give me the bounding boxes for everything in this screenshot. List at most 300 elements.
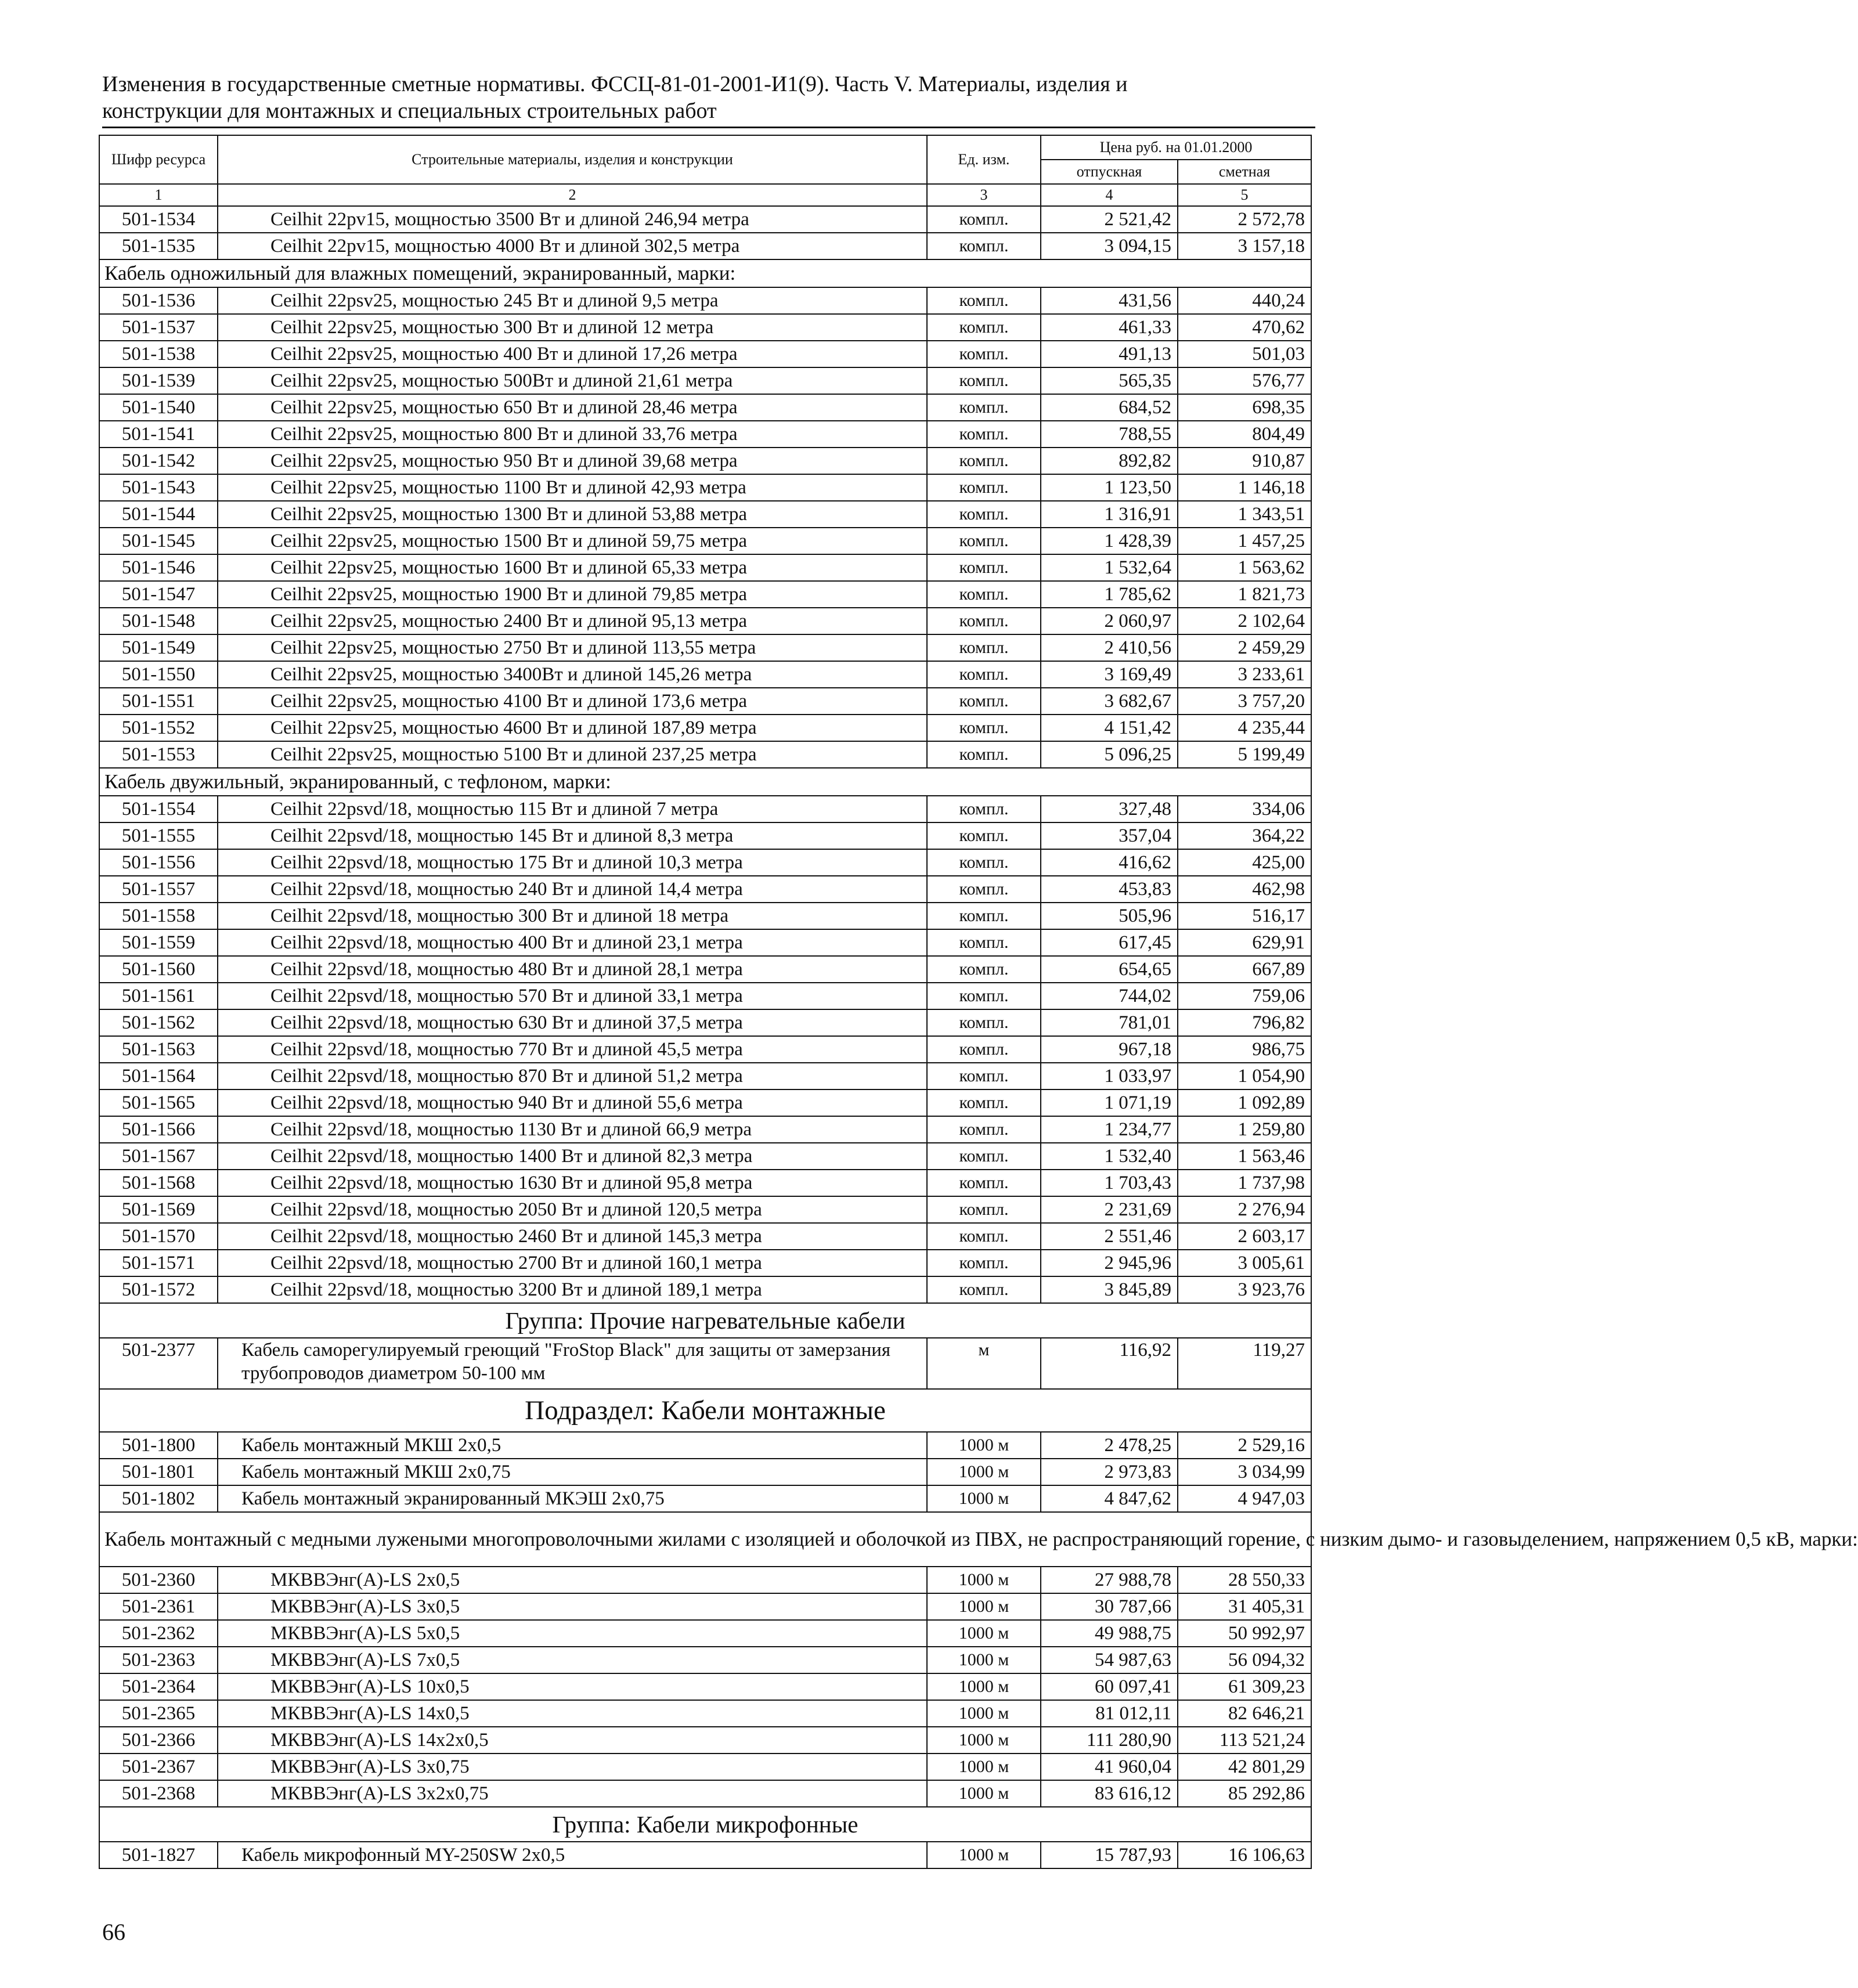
resource-code: 501-2361 [99, 1593, 218, 1620]
material-name: МКВВЭнг(А)-LS 3х0,5 [218, 1593, 927, 1620]
estimate-price: 4 235,44 [1178, 715, 1311, 741]
release-price: 3 845,89 [1041, 1276, 1178, 1303]
unit-cell: компл. [927, 983, 1041, 1009]
resource-code: 501-1545 [99, 528, 218, 554]
column-number: 2 [218, 184, 927, 206]
estimate-price: 61 309,23 [1178, 1673, 1311, 1700]
release-price: 3 169,49 [1041, 661, 1178, 688]
release-price: 83 616,12 [1041, 1780, 1178, 1807]
table-row [99, 1754, 1311, 1780]
section-heading: Кабель монтажный с медными лужеными многопроволочными жилами с изоляцией и оболочкой из ПВХ, не распространяющий горение, с низким дымо- и газовыделением, напряжением 0,5 кВ, марки: [99, 1512, 1311, 1567]
unit-cell: компл. [927, 1063, 1041, 1089]
unit-cell: 1000 м [927, 1842, 1041, 1868]
page-number: 66 [102, 1919, 125, 1945]
unit-cell: 1000 м [927, 1567, 1041, 1593]
estimate-price: 576,77 [1178, 367, 1311, 394]
section-heading-row [99, 259, 1311, 287]
resource-code: 501-1554 [99, 796, 218, 822]
group-heading: Группа: Кабели микрофонные [99, 1807, 1311, 1842]
release-price: 461,33 [1041, 314, 1178, 341]
release-price: 1 532,40 [1041, 1143, 1178, 1170]
unit-cell: компл. [927, 394, 1041, 421]
material-name: Кабель монтажный экранированный МКЭШ 2х0,75 [218, 1485, 927, 1512]
unit-cell: компл. [927, 634, 1041, 661]
unit-cell: м [927, 1338, 1041, 1389]
release-price: 491,13 [1041, 341, 1178, 367]
estimate-price: 425,00 [1178, 849, 1311, 876]
resource-code: 501-1535 [99, 233, 218, 259]
header-unit: Ед. изм. [927, 135, 1041, 184]
unit-cell: компл. [927, 1089, 1041, 1116]
unit-cell: 1000 м [927, 1485, 1041, 1512]
release-price: 54 987,63 [1041, 1647, 1178, 1673]
unit-cell: 1000 м [927, 1459, 1041, 1485]
estimate-price: 2 603,17 [1178, 1223, 1311, 1250]
resource-code: 501-1557 [99, 876, 218, 903]
estimate-price: 1 457,25 [1178, 528, 1311, 554]
table-row [99, 1170, 1311, 1196]
release-price: 1 071,19 [1041, 1089, 1178, 1116]
resource-code: 501-1563 [99, 1036, 218, 1063]
resource-code: 501-1568 [99, 1170, 218, 1196]
release-price: 2 521,42 [1041, 206, 1178, 233]
unit-cell: компл. [927, 1116, 1041, 1143]
material-name: Кабель микрофонный MY-250SW 2х0,5 [218, 1842, 927, 1868]
estimate-price: 1 259,80 [1178, 1116, 1311, 1143]
material-name: Ceilhit 22psvd/18, мощностью 1130 Вт и длиной 66,9 метра [218, 1116, 927, 1143]
release-price: 1 703,43 [1041, 1170, 1178, 1196]
material-name: Ceilhit 22psvd/18, мощностью 3200 Вт и длиной 189,1 метра [218, 1276, 927, 1303]
table-row [99, 1700, 1311, 1727]
release-price: 505,96 [1041, 903, 1178, 929]
table-row [99, 528, 1311, 554]
table-row [99, 1780, 1311, 1807]
table-row [99, 983, 1311, 1009]
resource-code: 501-2360 [99, 1567, 218, 1593]
resource-code: 501-1536 [99, 287, 218, 314]
table-row [99, 554, 1311, 581]
table-row [99, 1250, 1311, 1276]
resource-code: 501-1566 [99, 1116, 218, 1143]
unit-cell: компл. [927, 233, 1041, 259]
unit-cell: 1000 м [927, 1432, 1041, 1459]
unit-cell: компл. [927, 715, 1041, 741]
release-price: 60 097,41 [1041, 1673, 1178, 1700]
table-row [99, 1567, 1311, 1593]
resource-code: 501-2364 [99, 1673, 218, 1700]
table-row [99, 448, 1311, 474]
material-name: Ceilhit 22psvd/18, мощностью 570 Вт и длиной 33,1 метра [218, 983, 927, 1009]
estimate-price: 334,06 [1178, 796, 1311, 822]
table-row [99, 1116, 1311, 1143]
unit-cell: компл. [927, 956, 1041, 983]
table-row [99, 634, 1311, 661]
material-name: Ceilhit 22psvd/18, мощностью 480 Вт и длиной 28,1 метра [218, 956, 927, 983]
estimate-price: 440,24 [1178, 287, 1311, 314]
table-row [99, 1223, 1311, 1250]
material-name: Ceilhit 22psv25, мощностью 2400 Вт и длиной 95,13 метра [218, 608, 927, 634]
table-row [99, 367, 1311, 394]
unit-cell: 1000 м [927, 1593, 1041, 1620]
release-price: 1 033,97 [1041, 1063, 1178, 1089]
section-heading-row [99, 1512, 1311, 1567]
resource-code: 501-1542 [99, 448, 218, 474]
release-price: 116,92 [1041, 1338, 1178, 1389]
table-row [99, 421, 1311, 448]
material-name: Ceilhit 22psv25, мощностью 800 Вт и длиной 33,76 метра [218, 421, 927, 448]
material-name: Кабель монтажный МКШ 2х0,75 [218, 1459, 927, 1485]
estimate-price: 364,22 [1178, 822, 1311, 849]
unit-cell: компл. [927, 1170, 1041, 1196]
estimate-price: 3 923,76 [1178, 1276, 1311, 1303]
unit-cell: компл. [927, 903, 1041, 929]
release-price: 81 012,11 [1041, 1700, 1178, 1727]
material-name: Ceilhit 22psv25, мощностью 1300 Вт и длиной 53,88 метра [218, 501, 927, 528]
resource-code: 501-1552 [99, 715, 218, 741]
estimate-price: 3 157,18 [1178, 233, 1311, 259]
resource-code: 501-1564 [99, 1063, 218, 1089]
table-row [99, 822, 1311, 849]
table-row [99, 956, 1311, 983]
material-name: Ceilhit 22psv25, мощностью 950 Вт и длиной 39,68 метра [218, 448, 927, 474]
estimate-price: 2 459,29 [1178, 634, 1311, 661]
release-price: 4 847,62 [1041, 1485, 1178, 1512]
resource-code: 501-1802 [99, 1485, 218, 1512]
release-price: 453,83 [1041, 876, 1178, 903]
price-table [99, 135, 1858, 1869]
table-row [99, 849, 1311, 876]
unit-cell: компл. [927, 1009, 1041, 1036]
unit-cell: компл. [927, 421, 1041, 448]
resource-code: 501-1800 [99, 1432, 218, 1459]
table-row [99, 1593, 1311, 1620]
material-name: Ceilhit 22psvd/18, мощностью 175 Вт и длиной 10,3 метра [218, 849, 927, 876]
table-row [99, 501, 1311, 528]
unit-cell: компл. [927, 314, 1041, 341]
estimate-price: 986,75 [1178, 1036, 1311, 1063]
group-heading-row [99, 1303, 1311, 1338]
table-row [99, 1089, 1311, 1116]
section-heading: Кабель одножильный для влажных помещений, экранированный, марки: [99, 259, 1311, 287]
release-price: 416,62 [1041, 849, 1178, 876]
material-name: Ceilhit 22psv25, мощностью 650 Вт и длиной 28,46 метра [218, 394, 927, 421]
unit-cell: компл. [927, 876, 1041, 903]
estimate-price: 3 757,20 [1178, 688, 1311, 715]
resource-code: 501-1541 [99, 421, 218, 448]
material-name: Ceilhit 22psv25, мощностью 1900 Вт и длиной 79,85 метра [218, 581, 927, 608]
release-price: 2 478,25 [1041, 1432, 1178, 1459]
estimate-price: 2 276,94 [1178, 1196, 1311, 1223]
material-name: МКВВЭнг(А)-LS 3х2х0,75 [218, 1780, 927, 1807]
material-name: МКВВЭнг(А)-LS 3х0,75 [218, 1754, 927, 1780]
unit-cell: компл. [927, 1196, 1041, 1223]
table-row [99, 929, 1311, 956]
unit-cell: компл. [927, 501, 1041, 528]
section-heading-row [99, 768, 1311, 796]
resource-code: 501-1567 [99, 1143, 218, 1170]
release-price: 967,18 [1041, 1036, 1178, 1063]
table-row [99, 1276, 1311, 1303]
resource-code: 501-1560 [99, 956, 218, 983]
resource-code: 501-1543 [99, 474, 218, 501]
estimate-price: 28 550,33 [1178, 1567, 1311, 1593]
unit-cell: компл. [927, 206, 1041, 233]
resource-code: 501-2365 [99, 1700, 218, 1727]
table-row [99, 1673, 1311, 1700]
estimate-price: 796,82 [1178, 1009, 1311, 1036]
unit-cell: 1000 м [927, 1727, 1041, 1754]
release-price: 3 094,15 [1041, 233, 1178, 259]
release-price: 49 988,75 [1041, 1620, 1178, 1647]
release-price: 2 945,96 [1041, 1250, 1178, 1276]
material-name: МКВВЭнг(А)-LS 7х0,5 [218, 1647, 927, 1673]
estimate-price: 31 405,31 [1178, 1593, 1311, 1620]
estimate-price: 1 092,89 [1178, 1089, 1311, 1116]
release-price: 30 787,66 [1041, 1593, 1178, 1620]
estimate-price: 3 233,61 [1178, 661, 1311, 688]
resource-code: 501-1827 [99, 1842, 218, 1868]
table-row [99, 796, 1311, 822]
release-price: 1 316,91 [1041, 501, 1178, 528]
estimate-price: 516,17 [1178, 903, 1311, 929]
table-row [99, 474, 1311, 501]
material-name: Ceilhit 22pv15, мощностью 3500 Вт и длиной 246,94 метра [218, 206, 927, 233]
header-release-price: отпускная [1041, 160, 1178, 184]
table-row [99, 1485, 1311, 1512]
release-price: 565,35 [1041, 367, 1178, 394]
resource-code: 501-1550 [99, 661, 218, 688]
group-heading: Группа: Прочие нагревательные кабели [99, 1303, 1311, 1338]
release-price: 1 785,62 [1041, 581, 1178, 608]
material-name: Ceilhit 22pv15, мощностью 4000 Вт и длиной 302,5 метра [218, 233, 927, 259]
resource-code: 501-1556 [99, 849, 218, 876]
table-row [99, 741, 1311, 768]
unit-cell: компл. [927, 849, 1041, 876]
resource-code: 501-1534 [99, 206, 218, 233]
material-name: Ceilhit 22psvd/18, мощностью 2050 Вт и длиной 120,5 метра [218, 1196, 927, 1223]
estimate-price: 3 005,61 [1178, 1250, 1311, 1276]
table-row [99, 1009, 1311, 1036]
unit-cell: компл. [927, 528, 1041, 554]
estimate-price: 3 034,99 [1178, 1459, 1311, 1485]
unit-cell: компл. [927, 581, 1041, 608]
material-name: Ceilhit 22psv25, мощностью 245 Вт и длиной 9,5 метра [218, 287, 927, 314]
table-row [99, 1196, 1311, 1223]
resource-code: 501-1571 [99, 1250, 218, 1276]
unit-cell: компл. [927, 741, 1041, 768]
material-name: МКВВЭнг(А)-LS 10х0,5 [218, 1673, 927, 1700]
release-price: 1 532,64 [1041, 554, 1178, 581]
estimate-price: 1 343,51 [1178, 501, 1311, 528]
resource-code: 501-1559 [99, 929, 218, 956]
subsection-heading-row [99, 1389, 1311, 1432]
estimate-price: 119,27 [1178, 1338, 1311, 1389]
material-name: Ceilhit 22psvd/18, мощностью 2460 Вт и длиной 145,3 метра [218, 1223, 927, 1250]
release-price: 788,55 [1041, 421, 1178, 448]
resource-code: 501-2362 [99, 1620, 218, 1647]
material-name: Ceilhit 22psvd/18, мощностью 630 Вт и длиной 37,5 метра [218, 1009, 927, 1036]
estimate-price: 5 199,49 [1178, 741, 1311, 768]
material-name: Ceilhit 22psv25, мощностью 1600 Вт и длиной 65,33 метра [218, 554, 927, 581]
unit-cell: компл. [927, 929, 1041, 956]
material-name: Ceilhit 22psvd/18, мощностью 2700 Вт и длиной 160,1 метра [218, 1250, 927, 1276]
table-row [99, 1036, 1311, 1063]
material-name: Ceilhit 22psv25, мощностью 500Вт и длиной 21,61 метра [218, 367, 927, 394]
resource-code: 501-2367 [99, 1754, 218, 1780]
section-heading: Кабель двужильный, экранированный, с тефлоном, марки: [99, 768, 1311, 796]
release-price: 781,01 [1041, 1009, 1178, 1036]
resource-code: 501-2368 [99, 1780, 218, 1807]
table-row [99, 903, 1311, 929]
estimate-price: 804,49 [1178, 421, 1311, 448]
resource-code: 501-1558 [99, 903, 218, 929]
material-name: Ceilhit 22psvd/18, мощностью 240 Вт и длиной 14,4 метра [218, 876, 927, 903]
table-row [99, 1063, 1311, 1089]
estimate-price: 113 521,24 [1178, 1727, 1311, 1754]
estimate-price: 462,98 [1178, 876, 1311, 903]
estimate-price: 910,87 [1178, 448, 1311, 474]
unit-cell: компл. [927, 474, 1041, 501]
material-name: Ceilhit 22psv25, мощностью 400 Вт и длиной 17,26 метра [218, 341, 927, 367]
material-name: Ceilhit 22psv25, мощностью 5100 Вт и длиной 237,25 метра [218, 741, 927, 768]
resource-code: 501-2363 [99, 1647, 218, 1673]
material-name: Кабель саморегулируемый греющий "FroStop Black" для защиты от замерзания трубопроводов диаметром 50-100 мм [218, 1338, 927, 1389]
material-name: Ceilhit 22psvd/18, мощностью 940 Вт и длиной 55,6 метра [218, 1089, 927, 1116]
header-code: Шифр ресурса [99, 135, 218, 184]
material-name: Ceilhit 22psvd/18, мощностью 115 Вт и длиной 7 метра [218, 796, 927, 822]
table-row [99, 608, 1311, 634]
table-row [99, 1143, 1311, 1170]
release-price: 654,65 [1041, 956, 1178, 983]
release-price: 744,02 [1041, 983, 1178, 1009]
material-name: Ceilhit 22psv25, мощностью 2750 Вт и длиной 113,55 метра [218, 634, 927, 661]
table-row [99, 394, 1311, 421]
table-row [99, 876, 1311, 903]
unit-cell: компл. [927, 554, 1041, 581]
header-line-1: Изменения в государственные сметные нормативы. ФССЦ-81-01-2001-И1(9). Часть V. Материалы, изделия и [102, 72, 1128, 96]
unit-cell: 1000 м [927, 1700, 1041, 1727]
column-number: 5 [1178, 184, 1311, 206]
material-name: Ceilhit 22psv25, мощностью 1500 Вт и длиной 59,75 метра [218, 528, 927, 554]
unit-cell: компл. [927, 608, 1041, 634]
estimate-price: 4 947,03 [1178, 1485, 1311, 1512]
table-row [99, 206, 1311, 233]
material-name: Ceilhit 22psv25, мощностью 300 Вт и длиной 12 метра [218, 314, 927, 341]
estimate-price: 501,03 [1178, 341, 1311, 367]
table-row [99, 287, 1311, 314]
estimate-price: 2 529,16 [1178, 1432, 1311, 1459]
estimate-price: 2 102,64 [1178, 608, 1311, 634]
unit-cell: компл. [927, 1036, 1041, 1063]
table-row [99, 314, 1311, 341]
release-price: 2 551,46 [1041, 1223, 1178, 1250]
estimate-price: 667,89 [1178, 956, 1311, 983]
release-price: 1 234,77 [1041, 1116, 1178, 1143]
resource-code: 501-2366 [99, 1727, 218, 1754]
resource-code: 501-1546 [99, 554, 218, 581]
unit-cell: компл. [927, 688, 1041, 715]
release-price: 111 280,90 [1041, 1727, 1178, 1754]
resource-code: 501-1569 [99, 1196, 218, 1223]
resource-code: 501-2377 [99, 1338, 218, 1389]
release-price: 892,82 [1041, 448, 1178, 474]
release-price: 1 428,39 [1041, 528, 1178, 554]
table-row [99, 715, 1311, 741]
resource-code: 501-1553 [99, 741, 218, 768]
material-name: Ceilhit 22psvd/18, мощностью 400 Вт и длиной 23,1 метра [218, 929, 927, 956]
material-name: Ceilhit 22psvd/18, мощностью 770 Вт и длиной 45,5 метра [218, 1036, 927, 1063]
estimate-price: 56 094,32 [1178, 1647, 1311, 1673]
resource-code: 501-1561 [99, 983, 218, 1009]
table-row [99, 688, 1311, 715]
material-name: МКВВЭнг(А)-LS 2х0,5 [218, 1567, 927, 1593]
table-body [99, 206, 1858, 1868]
unit-cell: компл. [927, 287, 1041, 314]
table-row [99, 661, 1311, 688]
unit-cell: 1000 м [927, 1647, 1041, 1673]
release-price: 3 682,67 [1041, 688, 1178, 715]
release-price: 27 988,78 [1041, 1567, 1178, 1593]
estimate-price: 1 737,98 [1178, 1170, 1311, 1196]
resource-code: 501-1540 [99, 394, 218, 421]
header-name: Строительные материалы, изделия и конструкции [218, 135, 927, 184]
unit-cell: 1000 м [927, 1754, 1041, 1780]
material-name: Ceilhit 22psv25, мощностью 4600 Вт и длиной 187,89 метра [218, 715, 927, 741]
unit-cell: компл. [927, 367, 1041, 394]
document-header [102, 71, 1315, 128]
material-name: Ceilhit 22psv25, мощностью 1100 Вт и длиной 42,93 метра [218, 474, 927, 501]
resource-code: 501-1538 [99, 341, 218, 367]
unit-cell: компл. [927, 448, 1041, 474]
material-name: Кабель монтажный МКШ 2х0,5 [218, 1432, 927, 1459]
unit-cell: 1000 м [927, 1673, 1041, 1700]
resource-code: 501-1547 [99, 581, 218, 608]
release-price: 2 410,56 [1041, 634, 1178, 661]
material-name: Ceilhit 22psvd/18, мощностью 870 Вт и длиной 51,2 метра [218, 1063, 927, 1089]
resource-code: 501-1548 [99, 608, 218, 634]
estimate-price: 1 563,46 [1178, 1143, 1311, 1170]
resource-code: 501-1539 [99, 367, 218, 394]
table-row [99, 1459, 1311, 1485]
release-price: 617,45 [1041, 929, 1178, 956]
release-price: 4 151,42 [1041, 715, 1178, 741]
estimate-price: 1 563,62 [1178, 554, 1311, 581]
table-row [99, 1842, 1311, 1868]
resource-code: 501-1570 [99, 1223, 218, 1250]
estimate-price: 1 054,90 [1178, 1063, 1311, 1089]
release-price: 684,52 [1041, 394, 1178, 421]
release-price: 5 096,25 [1041, 741, 1178, 768]
group-heading-row [99, 1807, 1311, 1842]
table-row [99, 1338, 1311, 1389]
resource-code: 501-1565 [99, 1089, 218, 1116]
table-row [99, 1647, 1311, 1673]
unit-cell: компл. [927, 341, 1041, 367]
release-price: 2 973,83 [1041, 1459, 1178, 1485]
resource-code: 501-1555 [99, 822, 218, 849]
estimate-price: 42 801,29 [1178, 1754, 1311, 1780]
table-row [99, 581, 1311, 608]
release-price: 2 231,69 [1041, 1196, 1178, 1223]
release-price: 357,04 [1041, 822, 1178, 849]
release-price: 2 060,97 [1041, 608, 1178, 634]
material-name: Ceilhit 22psvd/18, мощностью 145 Вт и длиной 8,3 метра [218, 822, 927, 849]
estimate-price: 85 292,86 [1178, 1780, 1311, 1807]
material-name: Ceilhit 22psv25, мощностью 4100 Вт и длиной 173,6 метра [218, 688, 927, 715]
estimate-price: 1 146,18 [1178, 474, 1311, 501]
release-price: 1 123,50 [1041, 474, 1178, 501]
table-row [99, 1432, 1311, 1459]
